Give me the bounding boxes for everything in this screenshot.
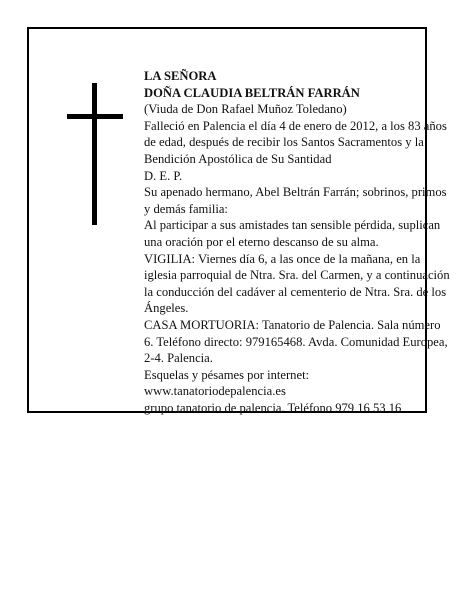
deceased-name: DOÑA CLAUDIA BELTRÁN FARRÁN [144, 85, 360, 100]
website-link[interactable]: www.tanatoriodepalencia.es [144, 384, 286, 399]
obituary-notice [27, 27, 450, 415]
notice-body [144, 68, 450, 416]
widow-of: (Viuda de Don Rafael Muñoz Toledano) [144, 102, 347, 117]
internet-label: Esquelas y pésames por internet: [144, 367, 310, 382]
cross-horizontal-bar [67, 114, 123, 119]
prayer-request: Al participar a sus amistades tan sensible pérdida, suplican una oración por el eterno descanso de su alma. [144, 218, 441, 249]
vigil-info: VIGILIA: Viernes día 6, a las once de la mañana, en la iglesia parroquial de Ntra. Sra. del Carmen, y a continuación la conducción del cadáver al cementerio de Ntra. Sra. de los Ángeles. [144, 251, 450, 316]
title-line-1: LA SEÑORA [144, 69, 217, 83]
cross-vertical-bar [92, 83, 97, 225]
death-info: Falleció en Palencia el día 4 de enero de 2012, a los 83 años de edad, después de recibir los Santos Sacramentos y la Bendición Apostólica de Su Santidad [144, 118, 447, 166]
family-line: Su apenado hermano, Abel Beltrán Farrán; sobrinos, primos y demás familia: [144, 185, 447, 216]
rip-line: D. E. P. [144, 168, 183, 183]
funeral-home-info: CASA MORTUORIA: Tanatorio de Palencia. Sala número 6. Teléfono directo: 979165468. Avda. Comunidad Europea, 2-4. Palencia. [144, 317, 448, 366]
footer-line: grupo tanatorio de palencia. Teléfono 979 16 53 16 [144, 400, 402, 415]
